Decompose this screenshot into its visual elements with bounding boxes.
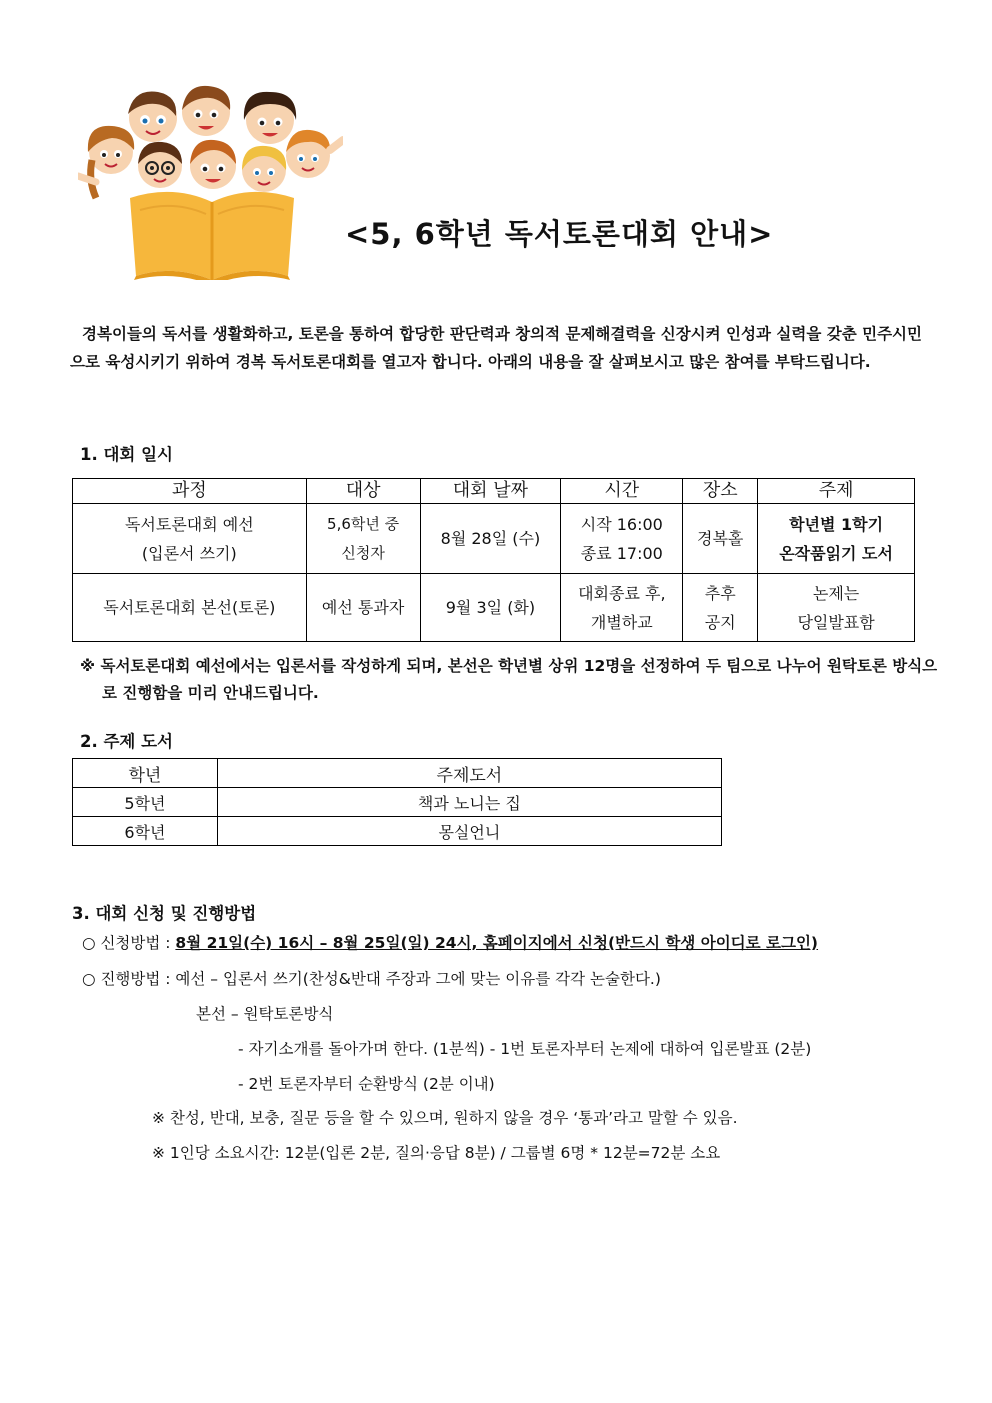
- header-target: 대상: [306, 479, 420, 504]
- prelim-date: 8월 28일 (수): [420, 504, 561, 574]
- final-time-line2: 개별하교: [590, 612, 653, 632]
- child-head-7: [190, 140, 236, 189]
- child-head-8: [242, 146, 286, 192]
- schedule-table: [72, 478, 915, 642]
- proceed-method: [82, 968, 661, 990]
- section1-heading: 1. 대회 일시: [80, 445, 173, 464]
- prelim-topic-line1: 학년별 1학기: [789, 514, 884, 534]
- final-time: [561, 574, 683, 642]
- child-head-6: [138, 142, 182, 188]
- open-book: [130, 192, 294, 280]
- final-time-line1: 대회종료 후,: [578, 583, 666, 603]
- method-note-1: ※ 찬성, 반대, 보충, 질문 등을 할 수 있으며, 원하지 않을 경우 ‘통과’라고 말할 수 있음.: [152, 1109, 738, 1127]
- child-head-2: [182, 86, 230, 136]
- prelim-target-line2: 신청자: [341, 543, 385, 562]
- book-cell: 책과 노니는 집: [217, 788, 721, 817]
- child-head-4: [88, 126, 134, 198]
- apply-value: 8월 21일(수) 16시 – 8월 25일(일) 24시, 홈페이지에서 신청(반드시 학생 아이디로 로그인): [175, 934, 819, 952]
- table-row: [73, 817, 722, 846]
- final-topic: [758, 574, 915, 642]
- prelim-course: [73, 504, 307, 574]
- proceed-label: ○ 진행방법 :: [82, 970, 176, 988]
- prelim-topic-line2: 온작품읽기 도서: [779, 543, 893, 563]
- section3-heading: 3. 대회 신청 및 진행방법: [72, 904, 257, 923]
- prelim-target-line1: 5,6학년 중: [327, 514, 400, 533]
- child-head-3: [244, 92, 296, 144]
- header-place: 장소: [683, 479, 758, 504]
- header-time: 시간: [561, 479, 683, 504]
- grade-cell: 5학년: [73, 788, 218, 817]
- schedule-header-row: [73, 479, 915, 504]
- table-row: [73, 788, 722, 817]
- prelim-target: [306, 504, 420, 574]
- child-head-1: [128, 91, 177, 142]
- header-date: 대회 날짜: [420, 479, 561, 504]
- prelim-time: [561, 504, 683, 574]
- page-title: <5, 6학년 독서토론대회 안내>: [345, 217, 774, 251]
- prelim-time-end: 종료 17:00: [580, 543, 663, 563]
- final-detail-2: - 2번 토론자부터 순환방식 (2분 이내): [238, 1075, 495, 1093]
- final-place-line1: 추후: [704, 583, 736, 603]
- apply-method: [82, 932, 818, 954]
- final-target: 예선 통과자: [306, 574, 420, 642]
- prelim-course-line1: 독서토론대회 예선: [124, 514, 254, 534]
- header-grade: 학년: [73, 759, 218, 788]
- method-note-2: ※ 1인당 소요시간: 12분(입론 2분, 질의·응답 8분) / 그룹별 6명 * 12분=72분 소요: [152, 1144, 721, 1162]
- proceed-value: 예선 – 입론서 쓰기(찬성&반대 주장과 그에 맞는 이유를 각각 논술한다.): [175, 970, 661, 988]
- grade-cell: 6학년: [73, 817, 218, 846]
- schedule-row-prelim: [73, 504, 915, 574]
- schedule-row-final: [73, 574, 915, 642]
- child-head-5: [286, 130, 343, 178]
- children-reading-book-illustration: [78, 80, 343, 280]
- intro-paragraph: 경복이들의 독서를 생활화하고, 토론을 통하여 합당한 판단력과 창의적 문제해결력을 신장시켜 인성과 실력을 갖춘 민주시민으로 육성시키기 위하여 경복 독서토론대회를 열고자 합니다. 아래의 내용을 잘 살펴보시고 많은 참여를 부탁드립니다.: [70, 325, 922, 371]
- apply-label: ○ 신청방법 :: [82, 934, 176, 952]
- prelim-place: 경복홀: [683, 504, 758, 574]
- book-cell: 몽실언니: [217, 817, 721, 846]
- books-table: [72, 758, 722, 846]
- prelim-course-line2: (입론서 쓰기): [141, 543, 237, 563]
- final-detail-1: - 자기소개를 돌아가며 한다. (1분씩) - 1번 토론자부터 논제에 대하여 입론발표 (2분): [238, 1040, 812, 1058]
- books-header-row: [73, 759, 722, 788]
- final-place: [683, 574, 758, 642]
- header-book: 주제도서: [217, 759, 721, 788]
- header-course: 과정: [73, 479, 307, 504]
- prelim-time-start: 시작 16:00: [580, 514, 663, 534]
- header-topic: 주제: [758, 479, 915, 504]
- final-topic-line2: 당일발표함: [797, 612, 875, 632]
- final-course: 독서토론대회 본선(토론): [73, 574, 307, 642]
- final-place-line2: 공지: [704, 612, 736, 632]
- section2-heading: 2. 주제 도서: [80, 732, 173, 751]
- schedule-note: ※ 독서토론대회 예선에서는 입론서를 작성하게 되며, 본선은 학년별 상위 12명을 선정하여 두 팀으로 나누어 원탁토론 방식으로 진행함을 미리 안내드립니다.: [80, 657, 938, 702]
- prelim-topic: [758, 504, 915, 574]
- final-topic-line1: 논제는: [812, 583, 860, 603]
- final-date: 9월 3일 (화): [420, 574, 561, 642]
- final-method: 본선 – 원탁토론방식: [196, 1005, 334, 1023]
